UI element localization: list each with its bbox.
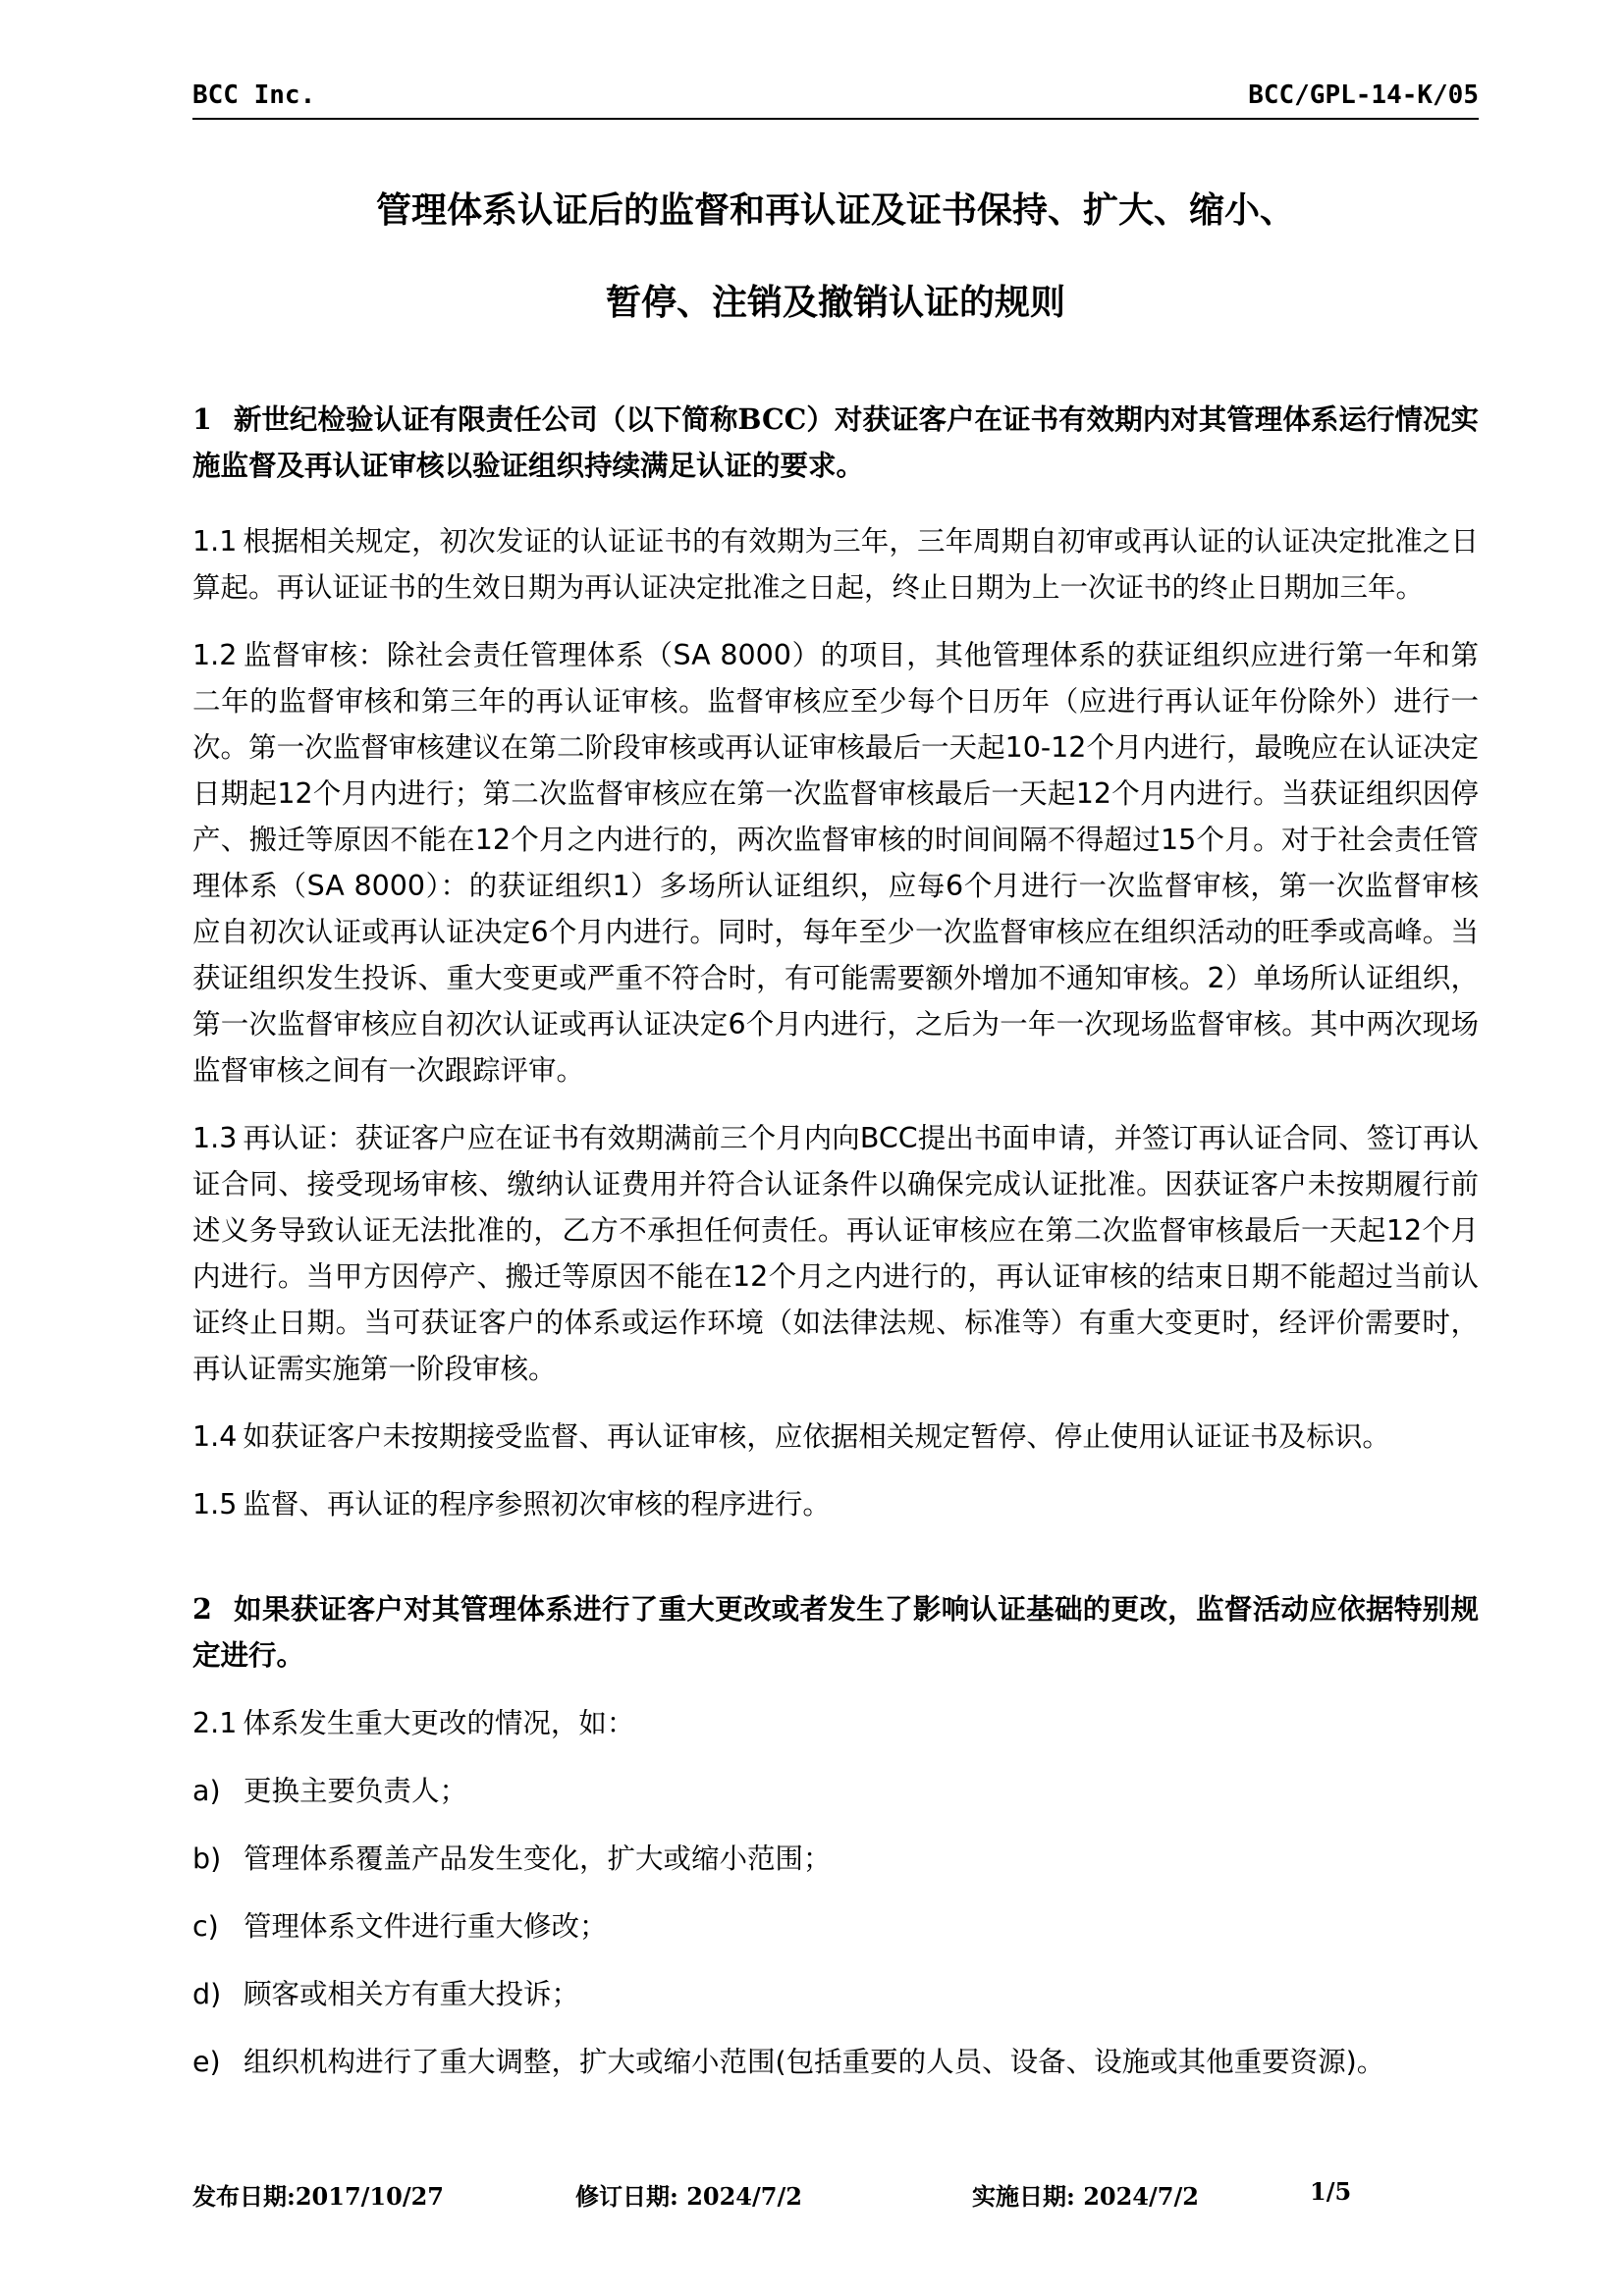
list-item-text: 顾客或相关方有重大投诉； (244, 1978, 580, 2010)
paragraph-text: 再认证：获证客户应在证书有效期满前三个月内向BCC提出书面申请，并签订再认证合同、签订再认证合同、接受现场审核、缴纳认证费用并符合认证条件以确保完成认证批准。因获证客户未按期履行前述义务导致认证无法批准的，乙方不承担任何责任。再认证审核应在第二次监督审核最后一天起12个月内进行。当甲方因停产、搬迁等原因不能在12个月之内进行的，再认证审核的结束日期不能超过当前认证终止日期。当可获证客户的体系或运作环境（如法律法规、标准等）有重大变更时，经评价需要时，再认证需实施第一阶段审核。 (192, 1122, 1479, 1385)
list-item-label: b) (192, 1842, 222, 1875)
page-title-line-2: 暂停、注销及撤销认证的规则 (605, 282, 1065, 323)
section-number: 1 (192, 402, 212, 436)
paragraph-1-3 (192, 1115, 1479, 1392)
page-title-line-1: 管理体系认证后的监督和再认证及证书保持、扩大、缩小、 (375, 189, 1295, 231)
paragraph-text: 监督审核：除社会责任管理体系（SA 8000）的项目，其他管理体系的获证组织应进行第一年和第二年的监督审核和第三年的再认证审核。监督审核应至少每个日历年（应进行再认证年份除外）进行一次。第一次监督审核建议在第二阶段审核或再认证审核最后一天起10-12个月内进行，最晚应在认证决定日期起12个月内进行；第二次监督审核应在第一次监督审核最后一天起12个月内进行。当获证组织因停产、搬迁等原因不能在12个月之内进行的，两次监督审核的时间间隔不得超过15个月。对于社会责任管理体系（SA 8000）：的获证组织1）多场所认证组织，应每6个月进行一次监督审核，第一次监督审核应自初次认证或再认证决定6个月内进行。同时，每年至少一次监督审核应在组织活动的旺季或高峰。当获证组织发生投诉、重大变更或严重不符合时，有可能需要额外增加不通知审核。2）单场所认证组织，第一次监督审核应自初次认证或再认证决定6个月内进行，之后为一年一次现场监督审核。其中两次现场监督审核之间有一次跟踪评审。 (192, 639, 1479, 1087)
footer-page-number: 1/5 (1310, 2177, 1352, 2206)
section-number: 2 (192, 1592, 212, 1626)
header-divider (192, 118, 1479, 120)
section-2 (192, 1586, 1479, 1679)
list-item-label: e) (192, 2046, 221, 2078)
list-item (192, 1903, 1479, 1949)
paragraph-number: 1.2 (192, 639, 238, 671)
document-body (192, 397, 1479, 2085)
paragraph-number: 1.5 (192, 1488, 238, 1521)
section-text: 新世纪检验认证有限责任公司（以下简称BCC）对获证客户在证书有效期内对其管理体系运行情况实施监督及再认证审核以验证组织持续满足认证的要求。 (192, 402, 1479, 482)
footer-effective-date: 实施日期: 2024/7/2 (972, 2182, 1199, 2211)
section-text: 如果获证客户对其管理体系进行了重大更改或者发生了影响认证基础的更改，监督活动应依据特别规定进行。 (192, 1592, 1479, 1672)
paragraph-2-1 (192, 1700, 1479, 1746)
list-item-label: d) (192, 1978, 222, 2010)
paragraph-number: 1.3 (192, 1122, 238, 1154)
section-1 (192, 397, 1479, 489)
paragraph-text: 体系发生重大更改的情况，如： (243, 1707, 635, 1739)
paragraph-number: 1.4 (192, 1420, 238, 1453)
list-item-label: c) (192, 1910, 219, 1943)
paragraph-number: 1.1 (192, 525, 238, 558)
list-item-text: 管理体系覆盖产品发生变化，扩大或缩小范围； (244, 1842, 832, 1875)
list-item-text: 管理体系文件进行重大修改； (244, 1910, 608, 1943)
footer-issue-date: 发布日期:2017/10/27 (192, 2182, 444, 2211)
paragraph-1-2 (192, 632, 1479, 1094)
paragraph-number: 2.1 (192, 1707, 238, 1739)
header-company: BCC Inc. (192, 80, 316, 110)
list-item-text: 组织机构进行了重大调整，扩大或缩小范围(包括重要的人员、设备、设施或其他重要资源)。 (244, 2046, 1385, 2078)
list-item-label: a) (192, 1775, 221, 1807)
paragraph-1-4 (192, 1414, 1479, 1460)
list-item (192, 1768, 1479, 1814)
list-item (192, 2039, 1479, 2085)
paragraph-text: 根据相关规定，初次发证的认证证书的有效期为三年，三年周期自初审或再认证的认证决定批准之日算起。再认证证书的生效日期为再认证决定批准之日起，终止日期为上一次证书的终止日期加三年。 (192, 525, 1479, 604)
paragraph-1-5 (192, 1481, 1479, 1527)
paragraph-text: 监督、再认证的程序参照初次审核的程序进行。 (243, 1488, 831, 1521)
list-item (192, 1836, 1479, 1882)
footer-revision-date: 修订日期: 2024/7/2 (575, 2182, 802, 2211)
paragraph-text: 如获证客户未按期接受监督、再认证审核，应依据相关规定暂停、停止使用认证证书及标识。 (243, 1420, 1390, 1453)
header-doc-code: BCC/GPL-14-K/05 (1248, 80, 1479, 110)
list-item (192, 1971, 1479, 2017)
paragraph-1-1 (192, 518, 1479, 611)
list-item-text: 更换主要负责人； (244, 1775, 468, 1807)
